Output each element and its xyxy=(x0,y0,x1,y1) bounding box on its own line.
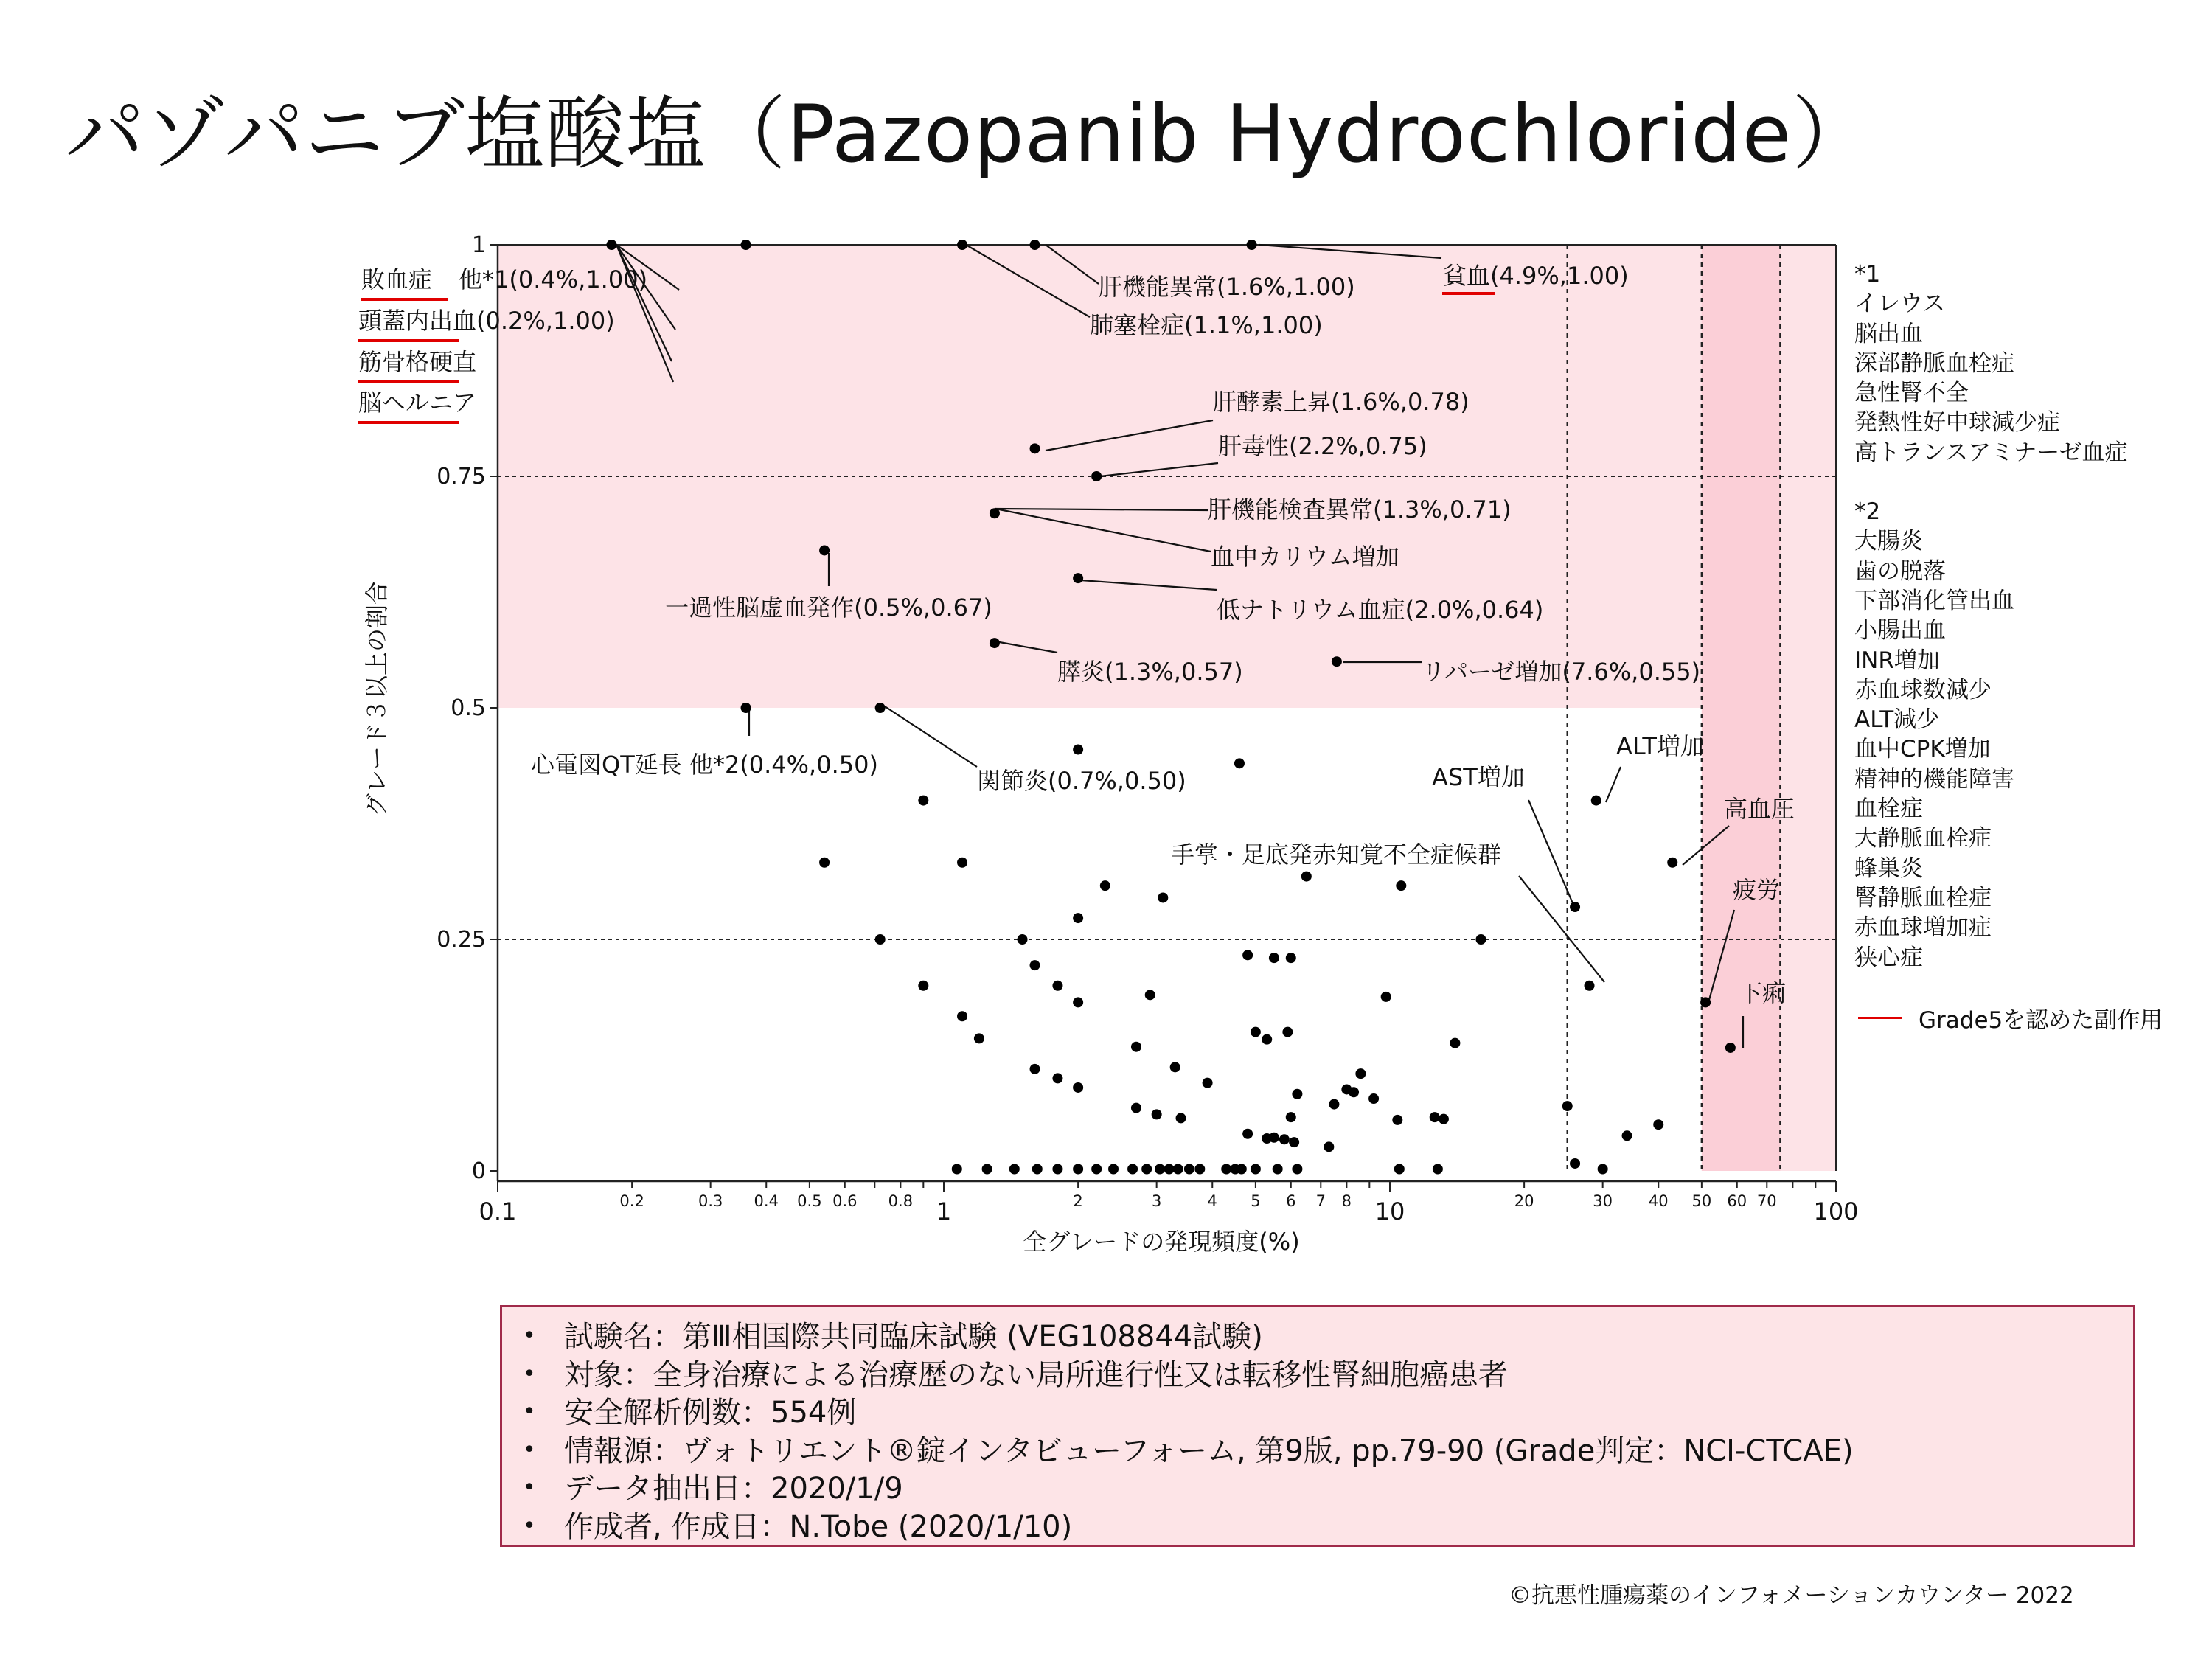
data-point xyxy=(1598,1164,1608,1174)
study-info-text: 情報源：ヴォトリエント®錠インタビューフォーム, 第9版, pp.79-90 (Grade判定：NCI-CTCAE) xyxy=(564,1433,1854,1468)
note2-item: 蜂巣炎 xyxy=(1854,855,1923,882)
study-info-text: 対象：全身治療による治療歴のない局所進行性又は転移性腎細胞癌患者 xyxy=(564,1357,1508,1392)
data-point xyxy=(1725,1043,1736,1053)
x-minor-tick-label: 0.2 xyxy=(619,1192,644,1210)
bullet-icon: • xyxy=(523,1512,536,1539)
note1-item: 深部静脈血栓症 xyxy=(1854,349,2014,377)
data-point xyxy=(1158,892,1168,902)
data-point xyxy=(1269,953,1279,963)
data-point xyxy=(1591,796,1601,806)
x-minor-tick-label: 2 xyxy=(1073,1192,1083,1210)
annotation-label: 低ナトリウム血症(2.0%,0.64) xyxy=(1217,596,1544,624)
data-point xyxy=(1439,1114,1449,1124)
data-point xyxy=(1562,1101,1573,1111)
data-point xyxy=(1247,240,1257,250)
legend xyxy=(1858,1001,2163,1034)
study-info-text: 作成者, 作成日：N.Tobe (2020/1/10) xyxy=(564,1509,1073,1544)
data-point xyxy=(990,638,1000,648)
annotation-label: 膵炎(1.3%,0.57) xyxy=(1057,658,1243,686)
data-point xyxy=(1433,1164,1443,1174)
note1-list xyxy=(1854,289,2127,467)
note2-item: ALT減少 xyxy=(1854,706,1940,734)
data-point xyxy=(1622,1130,1632,1141)
data-point xyxy=(957,240,967,250)
data-point xyxy=(1279,1134,1290,1144)
data-point xyxy=(1332,656,1342,667)
data-point xyxy=(1289,1137,1299,1147)
data-point xyxy=(1152,1109,1162,1119)
data-point xyxy=(1286,953,1296,963)
data-point xyxy=(1653,1119,1663,1130)
data-point xyxy=(1145,990,1155,1000)
annotation-label: 脳ヘルニア xyxy=(358,389,477,417)
annotation-label: 肝機能検査異常(1.3%,0.71) xyxy=(1208,495,1512,524)
data-point xyxy=(1203,1078,1213,1088)
annotation-label: 肝酵素上昇(1.6%,0.78) xyxy=(1213,388,1470,416)
data-point xyxy=(990,508,1000,518)
study-info-item xyxy=(523,1356,2133,1394)
page-title: パゾパニブ塩酸塩（Pazopanib Hydrochloride） xyxy=(65,88,1873,181)
data-point xyxy=(1073,997,1083,1007)
data-point xyxy=(1585,981,1595,991)
data-point xyxy=(1273,1164,1283,1174)
data-point xyxy=(1091,1164,1102,1174)
x-minor-tick-label: 7 xyxy=(1315,1192,1326,1210)
footnotes xyxy=(1854,260,2127,973)
data-point xyxy=(1176,1113,1186,1123)
annotation-label: 心電図QT延長 他*2(0.4%,0.50) xyxy=(531,751,878,779)
x-minor-tick-label: 4 xyxy=(1207,1192,1217,1210)
bullet-icon: • xyxy=(523,1399,536,1425)
x-minor-tick-label: 60 xyxy=(1727,1192,1747,1210)
data-point xyxy=(1396,880,1406,891)
annotation-label: 頭蓋内出血(0.2%,1.00) xyxy=(358,307,615,335)
data-point xyxy=(1127,1164,1138,1174)
bullet-icon: • xyxy=(523,1475,536,1500)
note2-item: 精神的機能障害 xyxy=(1854,765,2014,793)
data-point xyxy=(1392,1115,1402,1125)
study-info-item xyxy=(523,1394,2133,1432)
shaded-regions xyxy=(498,245,1836,1171)
annotation-label: 高血圧 xyxy=(1724,795,1795,823)
study-info-list xyxy=(523,1318,2133,1545)
data-point xyxy=(1570,902,1580,912)
data-point xyxy=(918,796,928,806)
data-point xyxy=(957,858,967,868)
note2-item: 小腸出血 xyxy=(1854,617,1946,644)
note2-item: INR増加 xyxy=(1854,647,1940,674)
note2-item: 歯の脱落 xyxy=(1854,557,1946,585)
bullet-icon: • xyxy=(523,1436,536,1463)
data-point xyxy=(1009,1164,1020,1174)
x-minor-tick-label: 70 xyxy=(1756,1192,1777,1210)
note1-item: 急性腎不全 xyxy=(1854,380,1969,407)
x-minor-tick-label: 0.4 xyxy=(754,1192,779,1210)
annotation-label: ALT増加 xyxy=(1616,732,1704,760)
data-point xyxy=(1475,934,1486,945)
x-minor-tick-label: 30 xyxy=(1593,1192,1613,1210)
note2-item: 血中CPK増加 xyxy=(1854,736,1991,763)
y-tick-label: 0.25 xyxy=(437,927,486,953)
data-point xyxy=(1234,758,1245,768)
x-minor-tick-label: 3 xyxy=(1151,1192,1162,1210)
data-point xyxy=(741,703,751,713)
shaded-region-2 xyxy=(1702,245,1781,1171)
data-point xyxy=(1237,1164,1247,1174)
data-point xyxy=(982,1164,992,1174)
note2-list xyxy=(1854,526,2127,972)
data-point xyxy=(1018,934,1028,945)
data-point xyxy=(1262,1034,1272,1045)
annotation-label: 他*1(0.4%,1.00) xyxy=(459,265,648,293)
data-point xyxy=(1301,872,1312,882)
annotation-label: 筋骨格硬直 xyxy=(358,348,477,376)
data-point xyxy=(1262,1133,1272,1144)
study-info-text: データ抽出日：2020/1/9 xyxy=(564,1472,903,1506)
x-minor-tick-label: 50 xyxy=(1691,1192,1712,1210)
data-point xyxy=(1073,573,1083,583)
data-point xyxy=(957,1011,967,1021)
data-point xyxy=(1184,1164,1194,1174)
x-major-tick-label: 10 xyxy=(1374,1197,1405,1225)
data-point xyxy=(1052,1164,1062,1174)
annotation-label: 一過性脳虚血発作(0.5%,0.67) xyxy=(665,594,992,622)
leader-line xyxy=(1606,767,1621,802)
data-point xyxy=(819,545,830,555)
x-minor-tick-label: 0.3 xyxy=(698,1192,723,1210)
data-point xyxy=(1368,1093,1379,1104)
data-point xyxy=(1073,913,1083,923)
x-minor-tick-label: 20 xyxy=(1514,1192,1534,1210)
study-info-text: 試験名：第Ⅲ相国際共同臨床試験 (VEG108844試験) xyxy=(564,1320,1263,1354)
legend-label: Grade5を認めた副作用 xyxy=(1919,1007,2163,1034)
note2-item: 狭心症 xyxy=(1854,944,1923,971)
annotation-label: 関節炎(0.7%,0.50) xyxy=(977,767,1186,795)
data-point xyxy=(1141,1164,1152,1174)
note1-title: *1 xyxy=(1854,261,1881,288)
y-tick-label: 1 xyxy=(471,232,486,258)
data-point xyxy=(1221,1164,1231,1174)
data-point xyxy=(1394,1164,1405,1174)
x-minor-tick-label: 5 xyxy=(1251,1192,1261,1210)
data-point xyxy=(1667,858,1677,868)
annotation-label: 疲労 xyxy=(1733,876,1781,904)
data-point xyxy=(875,703,886,713)
y-axis-label: グレード３以上の割合 xyxy=(363,580,391,818)
data-point xyxy=(974,1033,984,1043)
study-info-item xyxy=(523,1318,2133,1356)
x-minor-tick-label: 0.5 xyxy=(797,1192,822,1210)
data-point xyxy=(1164,1164,1175,1174)
data-point xyxy=(1700,997,1711,1007)
data-point xyxy=(1570,1158,1580,1169)
note2-item: 赤血球数減少 xyxy=(1854,676,1992,703)
note2-item: 血栓症 xyxy=(1854,796,1923,823)
note1-item: 発熱性好中球減少症 xyxy=(1854,409,2060,437)
data-point xyxy=(1032,1164,1043,1174)
data-point xyxy=(1170,1062,1180,1072)
data-point xyxy=(1029,1064,1040,1074)
annotation-label: 血中カリウム増加 xyxy=(1211,543,1399,571)
data-point xyxy=(1430,1112,1440,1122)
x-minor-tick-label: 0.6 xyxy=(832,1192,858,1210)
x-minor-tick-label: 8 xyxy=(1341,1192,1352,1210)
data-point xyxy=(1349,1087,1359,1097)
note1-item: 高トランスアミナーゼ血症 xyxy=(1854,439,2128,466)
annotation-label: 貧血(4.9%,1.00) xyxy=(1443,262,1629,290)
annotation-label: 下痢 xyxy=(1739,979,1787,1007)
legend-swatch-red-line xyxy=(1858,1017,1902,1019)
study-info-box xyxy=(500,1305,2135,1547)
data-point xyxy=(819,858,830,868)
bullet-icon: • xyxy=(523,1323,536,1349)
data-point xyxy=(1242,950,1253,960)
data-point xyxy=(1355,1068,1366,1079)
bullet-icon: • xyxy=(523,1360,536,1387)
data-point xyxy=(1073,1164,1083,1174)
note2-item: 大静脈血栓症 xyxy=(1854,825,1992,852)
data-point xyxy=(1108,1164,1119,1174)
data-point xyxy=(1329,1099,1339,1110)
leader-line xyxy=(1519,876,1604,982)
data-point xyxy=(1251,1027,1261,1037)
y-tick-label: 0.75 xyxy=(437,464,486,490)
data-point xyxy=(1029,960,1040,970)
annotation-label: 肝毒性(2.2%,0.75) xyxy=(1218,432,1427,460)
y-tick-label: 0 xyxy=(471,1158,486,1184)
leader-line xyxy=(1528,800,1575,908)
x-major-tick-label: 1 xyxy=(936,1197,952,1225)
note1-item: 脳出血 xyxy=(1854,320,1923,347)
data-point xyxy=(1131,1042,1141,1052)
data-point xyxy=(1100,880,1110,891)
annotation-label: 敗血症 xyxy=(361,265,433,293)
study-info-item xyxy=(523,1470,2133,1508)
leader-line xyxy=(885,706,977,767)
annotation-label: AST増加 xyxy=(1432,763,1525,791)
data-point xyxy=(1131,1103,1141,1113)
data-point xyxy=(952,1164,962,1174)
y-tick-label: 0.5 xyxy=(451,695,486,721)
data-point xyxy=(606,240,616,250)
study-info-item xyxy=(523,1432,2133,1470)
x-major-tick-label: 100 xyxy=(1813,1197,1859,1225)
data-point xyxy=(1073,745,1083,755)
x-axis-label: 全グレードの発現頻度(%) xyxy=(1023,1228,1300,1256)
data-point xyxy=(1029,443,1040,453)
data-point xyxy=(1155,1164,1165,1174)
note2-item: 下部消化管出血 xyxy=(1854,587,2014,614)
data-point xyxy=(1251,1164,1261,1174)
study-info-item xyxy=(523,1508,2133,1546)
note2-title: *2 xyxy=(1854,498,1881,526)
annotation-label: 肺塞栓症(1.1%,1.00) xyxy=(1090,311,1323,339)
study-info-text: 安全解析例数：554例 xyxy=(564,1396,857,1430)
data-point xyxy=(1194,1164,1205,1174)
data-point xyxy=(1242,1129,1253,1139)
data-point xyxy=(1029,240,1040,250)
data-point xyxy=(1381,992,1391,1002)
x-major-tick-label: 0.1 xyxy=(479,1197,517,1225)
data-point xyxy=(741,240,751,250)
note1-item: イレウス xyxy=(1854,291,1946,318)
data-point xyxy=(1286,1112,1296,1122)
data-point xyxy=(1282,1027,1293,1037)
note2-item: 大腸炎 xyxy=(1854,528,1923,555)
data-point xyxy=(1173,1164,1183,1174)
x-minor-tick-label: 6 xyxy=(1286,1192,1296,1210)
annotation-label: 肝機能異常(1.6%,1.00) xyxy=(1099,273,1355,301)
data-point xyxy=(875,934,886,945)
data-point xyxy=(1450,1038,1460,1048)
data-point xyxy=(1052,1073,1062,1083)
data-point xyxy=(1292,1164,1302,1174)
data-point xyxy=(1052,981,1062,991)
copyright: ©抗悪性腫瘍薬のインフォメーションカウンター 2022 xyxy=(1509,1582,2074,1609)
data-point xyxy=(1292,1089,1302,1099)
annotation-label: 手掌・足底発赤知覚不全症候群 xyxy=(1171,841,1502,869)
data-point xyxy=(1324,1141,1334,1152)
note2-item: 赤血球増加症 xyxy=(1854,914,1992,942)
data-point xyxy=(1073,1082,1083,1093)
x-minor-tick-label: 0.8 xyxy=(888,1192,914,1210)
note2-item: 腎静脈血栓症 xyxy=(1854,884,1992,911)
data-point xyxy=(1091,471,1102,481)
data-point xyxy=(918,981,928,991)
x-minor-tick-label: 40 xyxy=(1648,1192,1669,1210)
annotation-label: リパーゼ増加(7.6%,0.55) xyxy=(1422,658,1701,686)
